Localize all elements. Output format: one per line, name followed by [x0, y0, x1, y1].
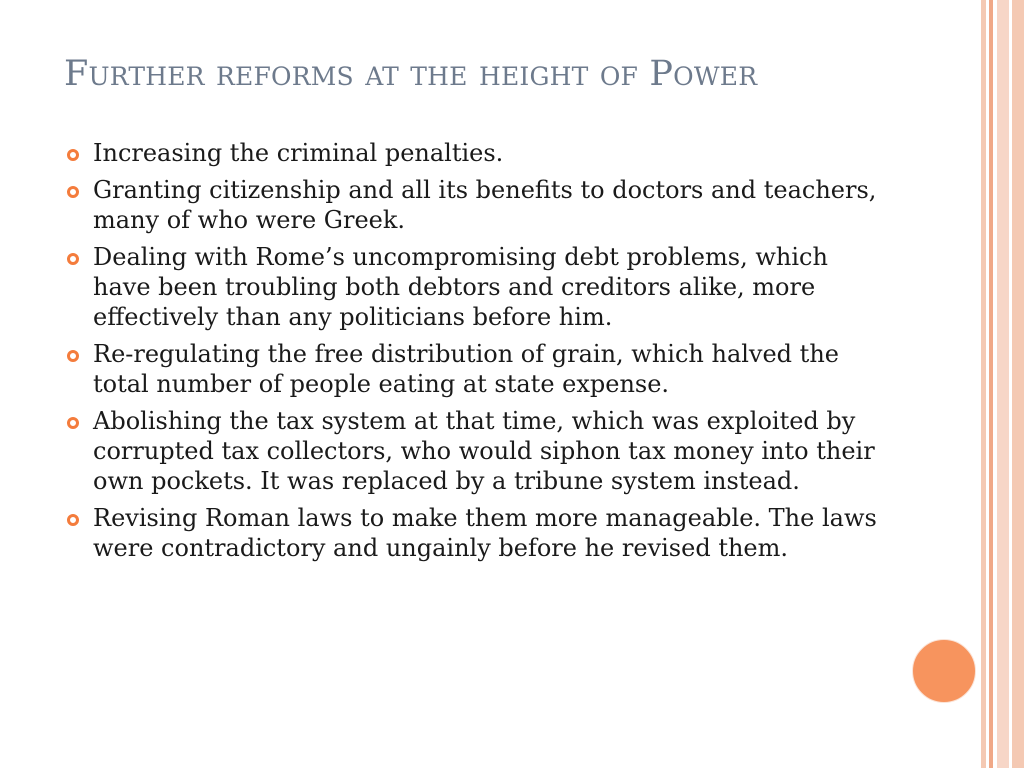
bullet-circle-icon: [67, 514, 79, 526]
bullet-circle-icon: [67, 253, 79, 265]
bullet-circle-icon: [67, 186, 79, 198]
bullet-text: Increasing the criminal penalties.: [93, 139, 504, 167]
bullet-item: [64, 406, 884, 496]
bullet-text: Granting citizenship and all its benefits to doctors and teachers, many of who were Greek.: [93, 176, 877, 234]
slide-title: Further reforms at the height of Power: [64, 54, 758, 94]
bullet-item: [64, 503, 884, 563]
bullet-item: [64, 339, 884, 399]
bullet-circle-icon: [67, 350, 79, 362]
bullet-item: [64, 175, 884, 235]
decorative-stripe: [1012, 0, 1024, 768]
decorative-circle: [912, 639, 976, 703]
decorative-stripe: [997, 0, 1009, 768]
bullet-list: [64, 138, 884, 570]
bullet-text: Re-regulating the free distribution of grain, which halved the total number of people eating at state expense.: [93, 340, 839, 398]
bullet-text: Revising Roman laws to make them more manageable. The laws were contradictory and ungainly before he revised them.: [93, 504, 877, 562]
bullet-circle-icon: [67, 149, 79, 161]
bullet-item: [64, 242, 884, 332]
bullet-circle-icon: [67, 417, 79, 429]
bullet-item: [64, 138, 884, 168]
bullet-text: Dealing with Rome’s uncompromising debt problems, which have been troubling both debtors and creditors alike, more effectively than any politicians before him.: [93, 243, 828, 331]
bullet-text: Abolishing the tax system at that time, which was exploited by corrupted tax collectors, who would siphon tax money into their own pockets. It was replaced by a tribune system instead.: [93, 407, 875, 495]
